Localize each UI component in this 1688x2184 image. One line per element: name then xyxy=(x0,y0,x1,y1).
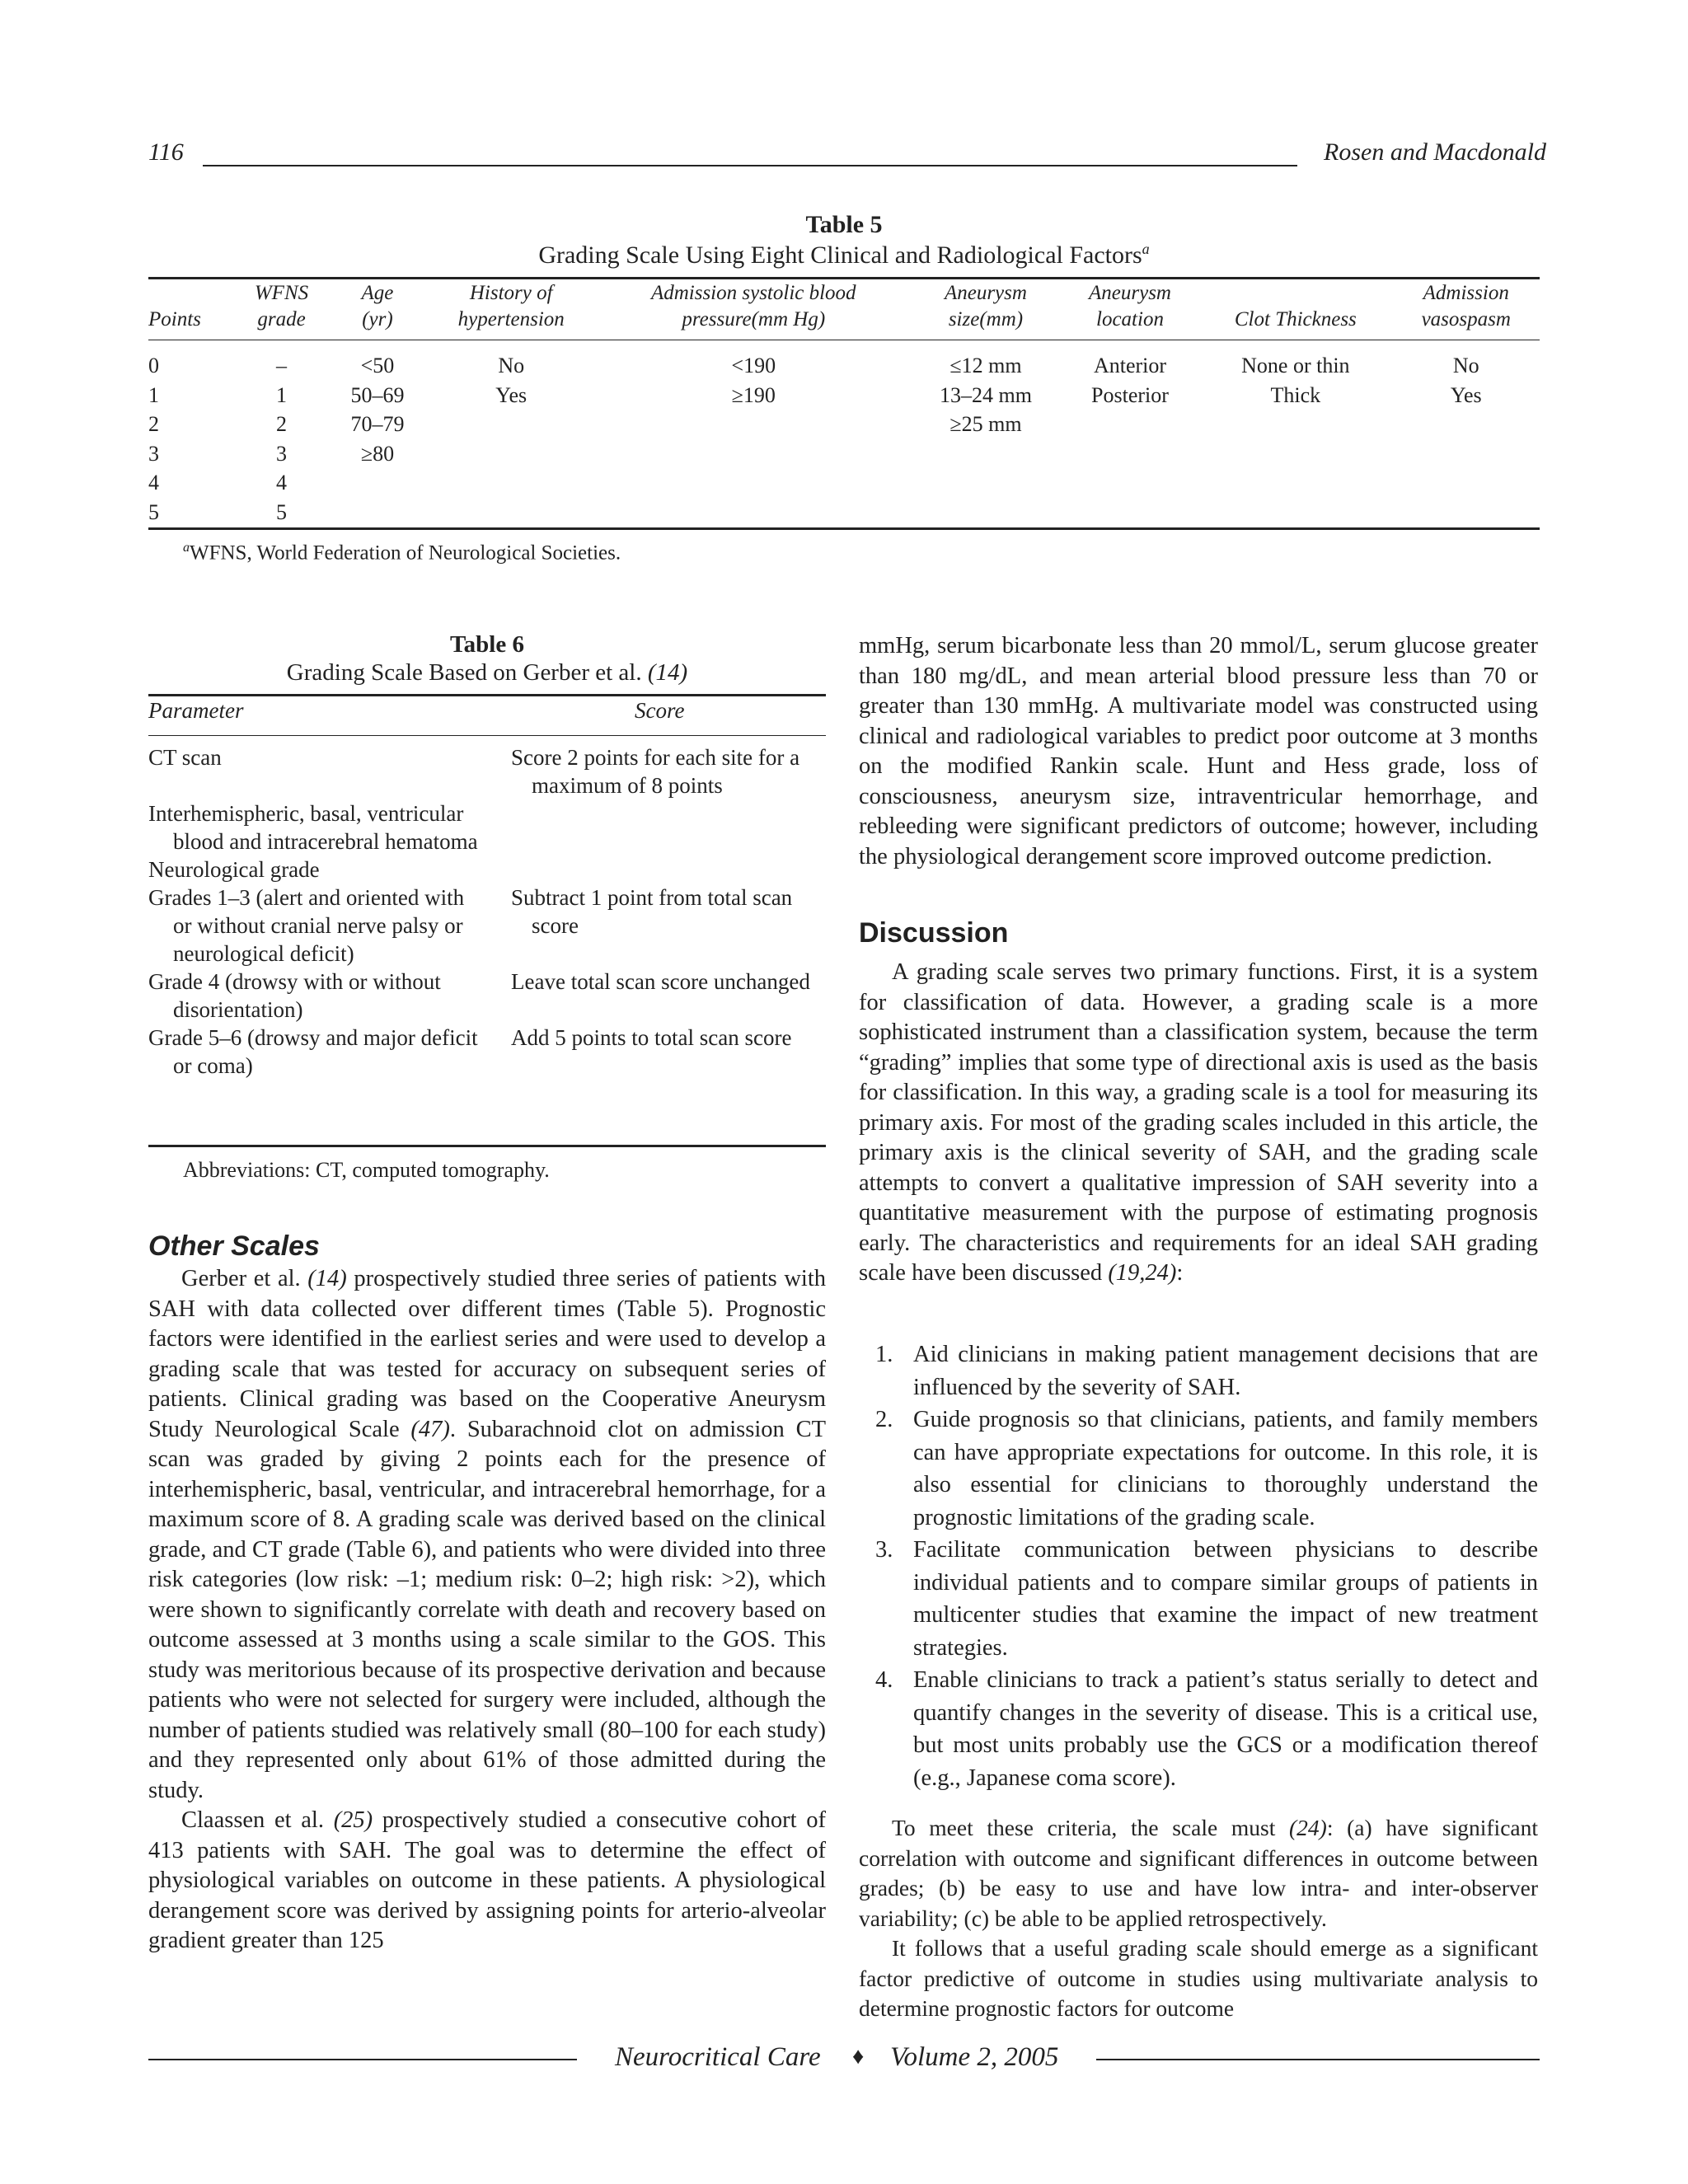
table6-parameter-cell: Interhemispheric, basal, ventricular blood and intracerebral hematoma xyxy=(148,801,478,854)
table6-caption-ref: (14) xyxy=(647,659,688,686)
list-item xyxy=(875,1664,1538,1794)
table5-row xyxy=(148,498,1540,527)
table6-caption xyxy=(148,659,826,687)
table5-cell xyxy=(1392,468,1540,498)
paragraph-final: It follows that a useful grading scale should emerge as a significant factor predictive of outcome in studies using multivariate analysis to determine prognostic factors for outcome xyxy=(859,1935,1538,2021)
section-heading-discussion: Discussion xyxy=(859,917,1009,949)
table5-cell: 4 xyxy=(276,471,287,494)
table5-cell xyxy=(1392,439,1540,469)
table5-col-header-line: pressure(mm Hg) xyxy=(682,308,826,330)
table6-row xyxy=(148,855,826,883)
table6-score-cell: Add 5 points to total scan score xyxy=(511,1025,792,1050)
table6-header-row xyxy=(148,696,826,733)
table6-row xyxy=(148,799,826,855)
table5-col-header xyxy=(425,280,597,341)
table5-caption xyxy=(148,241,1540,269)
footer-journal: Neurocritical Care xyxy=(615,2042,821,2072)
table5-cell: 13–24 mm xyxy=(939,382,1032,407)
table6-row xyxy=(148,883,826,968)
table6-score-cell xyxy=(486,799,826,855)
table5-cell: Anterior xyxy=(1093,354,1167,377)
table6-parameter-cell: Grade 4 (drowsy with or without disorientation) xyxy=(148,969,441,1022)
table5-cell: 5 xyxy=(276,499,287,524)
running-head-authors: Rosen and Macdonald xyxy=(1324,138,1546,166)
table5-cell xyxy=(1062,498,1198,527)
table5-col-header xyxy=(1062,280,1198,341)
table5-col-header xyxy=(597,280,910,341)
table5-cell xyxy=(425,439,597,469)
table5-footnote-text: WFNS, World Federation of Neurological Societies. xyxy=(190,541,621,565)
table5-cell: 3 xyxy=(276,441,287,466)
table6-body xyxy=(148,733,826,1080)
table6-parameter-cell: Neurological grade xyxy=(148,857,320,882)
list-item-text: Aid clinicians in making patient management decisions that are influenced by the severity of SAH. xyxy=(913,1342,1538,1400)
table5-col-header-line: Clot Thickness xyxy=(1234,308,1357,330)
table5-cell: ≤12 mm xyxy=(950,354,1022,377)
left-column-body xyxy=(148,1264,826,1957)
text-run: To meet these criteria, the scale must xyxy=(892,1815,1290,1840)
table5-cell xyxy=(1198,498,1392,527)
list-item-text: Enable clinicians to track a patient’s status serially to detect and quantify changes in the severity of disease. This is a critical use, but most units probably use the GCS or a modification thereof (e.g., Japanese coma score). xyxy=(913,1667,1538,1791)
table6-col-parameter: Parameter xyxy=(148,698,244,723)
table6-title: Table 6 xyxy=(450,631,524,658)
list-number: 3. xyxy=(875,1537,893,1563)
table6-row xyxy=(148,968,826,1024)
table5-cell: ≥80 xyxy=(360,441,395,466)
table5-cell xyxy=(597,439,910,469)
table5-caption-note-marker: a xyxy=(1142,241,1150,257)
table5-cell xyxy=(330,468,425,498)
table5-col-header-line: History of xyxy=(469,282,553,304)
table5 xyxy=(148,280,1540,527)
table5-cell xyxy=(597,498,910,527)
footer-diamond-icon: ♦ xyxy=(852,2044,865,2069)
table5-col-header-line: Admission systolic blood xyxy=(650,282,856,304)
text-run: . Subarachnoid clot on admission CT scan was graded by giving 2 points each for the presence of interhemispheric, basal, ventricular, and intracerebral hemorrhage, for a maximum score of 8. A grading scale was derived based on the clinical grade, and CT grade (Table 6), and patients who were divided into three risk categories (low risk: –1; medium risk: 0–2; high risk: >2), which were shown to significantly correlate with death and recovery based on outcome assessed at 3 months using a scale similar to the GOS. This study was meritorious because of its prospective derivation and because patients who were not selected for surgery were included, although the number of patients studied was relatively small (80–100 for each study) and they represented only about 61% of those admitted during the study. xyxy=(148,1416,826,1803)
table6-footnote: Abbreviations: CT, computed tomography. xyxy=(183,1158,550,1182)
table5-cell: 0 xyxy=(148,354,159,377)
right-column-continuation xyxy=(859,631,1538,872)
table6-header-rule xyxy=(148,735,826,736)
table5-cell xyxy=(425,410,597,439)
paragraph-claassen xyxy=(148,1806,826,1957)
table6-score-cell xyxy=(486,855,826,883)
header-rule xyxy=(203,165,1297,166)
table6-row xyxy=(148,1024,826,1080)
table6-parameter-cell: CT scan xyxy=(148,745,222,770)
table5-row xyxy=(148,381,1540,410)
requirements-list xyxy=(875,1338,1538,1794)
citation-ref: (14) xyxy=(307,1266,347,1291)
table5-cell xyxy=(1392,410,1540,439)
table5-col-header-line: Admission xyxy=(1423,282,1509,304)
table5-col-header-line: hypertension xyxy=(457,308,565,330)
table5-col-header-line: location xyxy=(1096,308,1164,330)
table5-cell: Thick xyxy=(1270,382,1321,407)
table5-col-header xyxy=(910,280,1062,341)
table5-cell xyxy=(330,498,425,527)
text-run: prospectively studied a consecutive cohort of 413 patients with SAH. The goal was to determine the effect of physiological variables on outcome in these patients. A physiological derangement score was derived by assigning points for arterio-alveolar gradient greater than 125 xyxy=(148,1807,826,1953)
list-item-text: Facilitate communication between physicians to describe individual patients and to compare similar groups of patients in multicenter studies that examine the impact of new treatment strategies. xyxy=(913,1537,1538,1661)
table5-cell: ≥25 mm xyxy=(950,412,1022,436)
table5-cell xyxy=(597,410,910,439)
table5-cell: 5 xyxy=(148,499,159,524)
table5-row xyxy=(148,341,1540,381)
right-column-criteria xyxy=(859,1813,1538,2024)
table5-cell: 50–69 xyxy=(350,382,405,407)
citation-ref: (19,24) xyxy=(1108,1260,1177,1286)
list-item xyxy=(875,1534,1538,1664)
table5-cell xyxy=(1198,468,1392,498)
table5-cell xyxy=(1198,439,1392,469)
page-number: 116 xyxy=(148,138,184,166)
table5-row xyxy=(148,468,1540,498)
footer-rule-left xyxy=(148,2059,577,2060)
list-number: 2. xyxy=(875,1407,893,1432)
table5-col-header xyxy=(1198,280,1392,341)
table5-col-header-line: WFNS xyxy=(254,282,309,304)
list-item xyxy=(875,1338,1538,1404)
table5-col-header-line: Age xyxy=(361,282,394,304)
table5-cell: 1 xyxy=(276,382,287,407)
table5-cell xyxy=(910,498,1062,527)
table5-cell xyxy=(1062,439,1198,469)
text-run: A grading scale serves two primary functions. First, it is a system for classification of data. However, a grading scale is a more sophisticated instrument than a classification system, because the term “grading” implies that some type of directional axis is used as the basis for classification. In this way, a grading scale is a tool for measuring its primary axis. For most of the grading scales included in this article, the primary axis is the clinical severity of SAH, and the grading scale attempts to convert a qualitative impression of SAH severity into a quantitative measurement with the purpose of estimating prognosis early. The characteristics and requirements for an ideal SAH grading scale have been discussed xyxy=(859,959,1538,1286)
table6-bottom-rule xyxy=(148,1145,826,1147)
table5-cell: 3 xyxy=(148,441,159,466)
list-item xyxy=(875,1404,1538,1534)
table5-header-row xyxy=(148,280,1540,341)
citation-ref: (25) xyxy=(333,1807,373,1833)
table5-cell xyxy=(1062,468,1198,498)
paragraph-criteria xyxy=(859,1813,1538,1933)
table5-cell xyxy=(910,468,1062,498)
table5-cell xyxy=(1198,410,1392,439)
table5-cell: Yes xyxy=(1450,382,1482,407)
list-item-text: Guide prognosis so that clinicians, patients, and family members can have appropriate expectations for outcome. In this role, it is also essential for clinicians to thoroughly understand the prognostic limitations of the grading scale. xyxy=(913,1407,1538,1530)
table5-cell: No xyxy=(498,354,525,377)
table6-caption-text: Grading Scale Based on Gerber et al. xyxy=(286,659,648,686)
table5-col-header-line: Points xyxy=(148,308,201,330)
table5-col-header xyxy=(330,280,425,341)
table6-parameter-cell: Grades 1–3 (alert and oriented with or without cranial nerve palsy or neurological deficit) xyxy=(148,885,465,966)
table5-cell: Yes xyxy=(495,382,528,407)
table5-cell xyxy=(1062,410,1198,439)
table5-cell: No xyxy=(1452,354,1479,377)
table5-cell: 4 xyxy=(148,471,159,494)
table5-col-header-line: Aneurysm xyxy=(1089,282,1171,304)
table6-parameter-cell: Grade 5–6 (drowsy and major deficit or coma) xyxy=(148,1025,478,1078)
right-column-discussion xyxy=(859,958,1538,1289)
table5-row xyxy=(148,410,1540,439)
table5-col-header-line: size(mm) xyxy=(948,308,1024,330)
table6-row xyxy=(148,733,826,799)
paragraph-gerber xyxy=(148,1264,826,1806)
table5-cell: ≥190 xyxy=(731,382,776,407)
table5-cell: 2 xyxy=(148,412,159,436)
table5-col-header-line: (yr) xyxy=(362,308,393,330)
table5-cell xyxy=(910,439,1062,469)
table5-row xyxy=(148,439,1540,469)
table5-cell: – xyxy=(276,354,287,377)
table5-bottom-rule xyxy=(148,527,1540,530)
table6-score-cell: Leave total scan score unchanged xyxy=(511,969,810,994)
table6-col-score: Score xyxy=(635,698,685,723)
footer-rule-right xyxy=(1096,2059,1540,2060)
table5-col-header-line: grade xyxy=(257,308,306,330)
table5-cell xyxy=(597,468,910,498)
footer-volume: Volume 2, 2005 xyxy=(890,2042,1059,2072)
paragraph-discussion xyxy=(859,958,1538,1289)
table5-footnote xyxy=(183,541,621,565)
table5-cell: 2 xyxy=(276,412,287,436)
text-run: prospectively studied three series of patients with SAH with data collected over different times (Table 5). Prognostic factors were identified in the earliest series and were used to develop a grading scale that was tested for accuracy on subsequent series of patients. Clinical grading was based on the Cooperative Aneurysm Study Neurological Scale xyxy=(148,1266,827,1442)
paragraph-continuation: mmHg, serum bicarbonate less than 20 mmol/L, serum glucose greater than 180 mg/dL, and mean arterial blood pressure less than 70 or greater than 130 mmHg. A multivariate model was constructed using clinical and radiological variables to predict poor outcome at 3 months on the modified Rankin scale. Hunt and Hess grade, loss of consciousness, aneurysm size, intraventricular hemorrhage, and rebleeding were significant predictors of outcome; however, including the physiological derangement score improved outcome prediction. xyxy=(859,633,1538,869)
table5-cell: 1 xyxy=(148,382,159,407)
table5-cell: Posterior xyxy=(1091,382,1169,407)
table5-cell xyxy=(425,468,597,498)
table5-title: Table 5 xyxy=(805,211,883,238)
table5-cell: None or thin xyxy=(1241,354,1350,377)
table6-score-cell: Subtract 1 point from total scan score xyxy=(511,885,793,938)
table5-col-header-line: vasospasm xyxy=(1421,308,1511,330)
table5-cell xyxy=(1392,498,1540,527)
table5-body xyxy=(148,341,1540,527)
text-run: : (a) have significant correlation with outcome and significant differences in outcome between grades; (b) be easy to use and have low intra- and inter-observer variability; (c) be able to be applied retrospectively. xyxy=(859,1815,1539,1931)
citation-ref: (47) xyxy=(410,1416,450,1442)
table5-cell: <190 xyxy=(731,354,776,377)
table5-cell: 70–79 xyxy=(350,412,405,436)
table5-col-header-line: Aneurysm xyxy=(944,282,1027,304)
table5-top-rule xyxy=(148,277,1540,279)
text-run: : xyxy=(1176,1260,1184,1286)
list-number: 1. xyxy=(875,1342,893,1367)
text-run: Claassen et al. xyxy=(181,1807,334,1833)
table5-footnote-marker: a xyxy=(183,541,190,555)
table5-cell: <50 xyxy=(360,354,395,377)
table5-col-header xyxy=(233,280,330,341)
citation-ref: (24) xyxy=(1289,1815,1327,1840)
section-heading-other-scales: Other Scales xyxy=(148,1230,320,1262)
table5-caption-text: Grading Scale Using Eight Clinical and Radiological Factors xyxy=(538,241,1142,269)
table6-score-cell: Score 2 points for each site for a maximum of 8 points xyxy=(511,745,800,798)
table5-col-header xyxy=(148,280,233,341)
list-number: 4. xyxy=(875,1667,893,1693)
table6 xyxy=(148,696,826,1080)
table5-col-header xyxy=(1392,280,1540,341)
table5-cell xyxy=(425,498,597,527)
text-run: Gerber et al. xyxy=(181,1266,308,1291)
